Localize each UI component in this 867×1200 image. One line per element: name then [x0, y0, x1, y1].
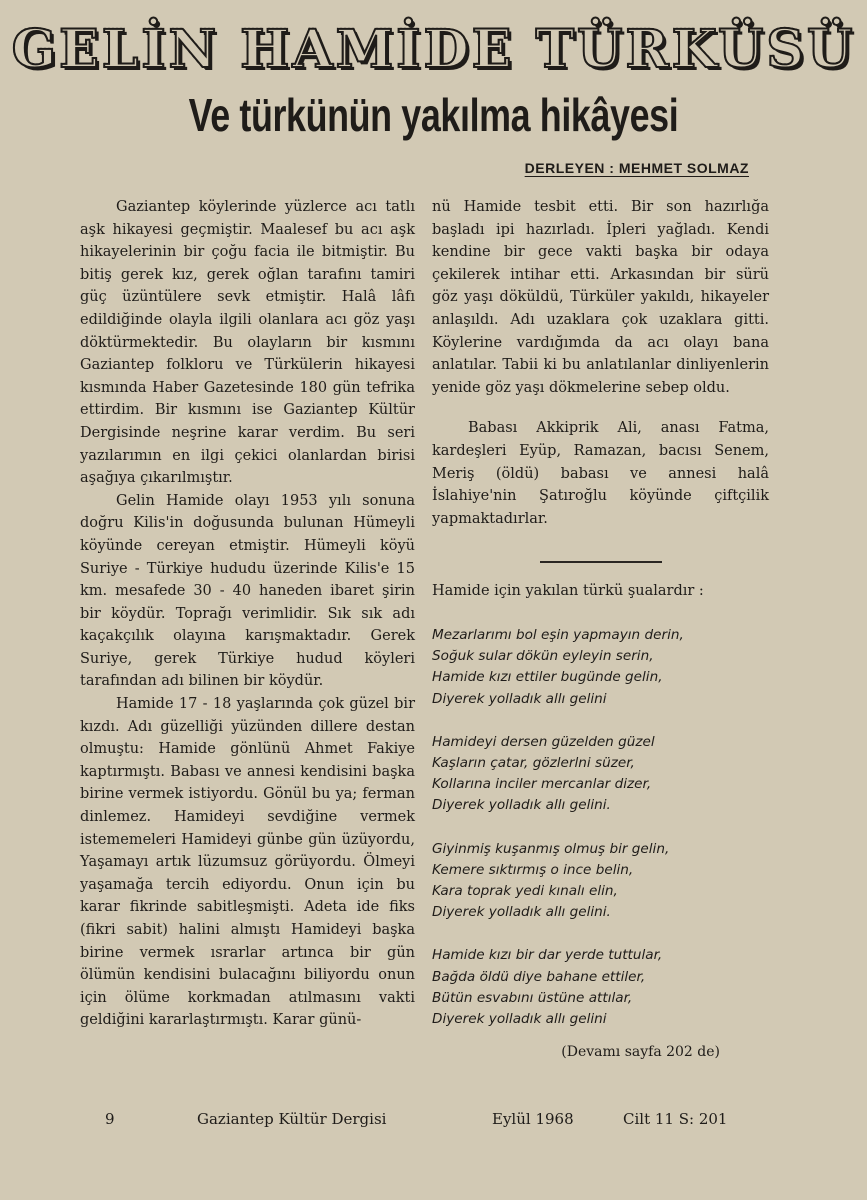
- poem-line: Bütün esvabını üstüne attılar,: [432, 989, 633, 1006]
- page-number: 9: [105, 1110, 115, 1128]
- poem-line: Kara toprak yedi kınalı elin,: [432, 883, 618, 900]
- poem: [432, 625, 769, 1052]
- headline-title: GELİN HAMİDE TÜRKÜSÜ: [0, 20, 867, 80]
- continued-note: (Devamı sayfa 202 de): [561, 1044, 720, 1060]
- article-paragraph: Gelin Hamide olayı 1953 yılı sonuna doğru Kilis'in doğusunda bulunan Hümeyli köyünde cereyan etmiştir. Hümeyli köyü Suriye - Türkiye hududu üzerinde Kilis'e 15 km. mesafede 30 - 40 haneden ibaret şirin bir köydür. Toprağı verimlidir. Sık sık adı kaçakçılık olayına karışmaktadır. Gerek Suriye, gerek Türkiye hudud köyleri tarafından adı bilinen bir köydür.: [80, 492, 415, 690]
- poem-stanza: [432, 945, 769, 1030]
- headline-subtitle: Ve türkünün yakılma hikâyesi: [188, 89, 679, 141]
- poem-stanza: [432, 839, 769, 924]
- magazine-name: Gaziantep Kültür Dergisi: [197, 1110, 387, 1128]
- poem-line: Kollarına inciler mercanlar dizer,: [432, 776, 652, 793]
- poem-line: Hamide kızı ettiler bugünde gelin,: [432, 669, 663, 686]
- poem-line: Kaşların çatar, gözlerlni süzer,: [432, 755, 635, 772]
- article-paragraph: nü Hamide tesbit etti. Bir son hazırlığa başladı ipi hazırladı. İpleri yağladı. Kendi kendine bir gece vakti başka bir odaya çekilerek intihar etti. Arkasından bir sürü göz yaşı döküldü, Türküler yakıldı, hikayeler anlaşıldı. Adı uzaklara çok uzaklara gitti. Köylerine vardığımda da acı olayı bana anlatılar. Tabii ki bu anlatılanlar dinliyenlerin yenide göz yaşı dökmelerine sebep oldu.: [432, 199, 769, 396]
- poem-line: Giyinmiş kuşanmış olmuş bir gelin,: [432, 840, 670, 857]
- poem-line: Hamide kızı bir dar yerde tuttular,: [432, 947, 663, 964]
- poem-stanza: [432, 732, 769, 817]
- poem-line: Diyerek yolladık allı gelini: [432, 690, 607, 707]
- poem-line: Diyerek yolladık allı gelini.: [432, 904, 611, 921]
- author-byline: DERLEYEN : MEHMET SOLMAZ: [524, 160, 749, 176]
- poem-line: Diyerek yolladık allı gelini: [432, 1011, 607, 1028]
- article-right-column: [432, 196, 769, 530]
- issue-volume: Cilt 11 S: 201: [623, 1110, 728, 1128]
- poem-line: Hamideyi dersen güzelden güzel: [432, 733, 655, 750]
- article-paragraph: Gaziantep köylerinde yüzlerce acı tatlı aşk hikayesi geçmiştir. Maalesef bu acı aşk hikayelerinin bir çoğu facia ile bitmiştir. Bu bitiş gerek kız, gerek oğlan tarafını tamiri güç üzüntülere sevk etmiştir. Halâ lâfı edildiğinde olayla ilgili olanlara acı göz yaşı döktürmektedir. Bu olayların bir kısmını Gaziantep folkloru ve Türkülerin hikayesi kısmında Haber Gazetesinde 180 gün tefrika ettirdim. Bir kısmını ise Gaziantep Kültür Dergisinde neşrine karar verdim. Bu seri yazılarımın en ilgi çekici olanlardan birisi aşağıya çıkarılmıştır.: [80, 199, 415, 487]
- article-paragraph: Hamide 17 - 18 yaşlarında çok güzel bir kızdı. Adı güzelliği yüzünden dillere destan olmuştu: Hamide gönlünü Ahmet Fakiye kaptırmıştı. Babası ve annesi kendisini başka birine vermek istiyordu. Gönül bu ya; ferman dinlemez. Hamideyi sevdiğine vermek istememeleri Hamideyi günbe gün üzüyordu, Yaşamayı artık lüzumsuz görüyordu. Ölmeyi yaşamağa tercih ediyordu. Onun için bu karar fikrinde sabitleşmişti. Adeta ide fiks (fikri sabit) halini almıştı Hamideyi başka birine vermek ısrarlar artınca bir gün ölümün kendisini bulacağını biliyordu onun için ölüme korkmadan atılmasını vakti geldiğini kararlaştırmıştı. Karar günü-: [80, 696, 415, 1029]
- article-left-column: [80, 196, 415, 1032]
- issue-date: Eylül 1968: [492, 1110, 574, 1128]
- poem-line: Diyerek yolladık allı gelini.: [432, 797, 611, 814]
- article-paragraph: Babası Akkiprik Ali, anası Fatma, kardeşleri Eyüp, Ramazan, bacısı Senem, Meriş (öldü) babası ve annesi halâ İslahiye'nin Şatıroğlu köyünde çiftçilik yapmaktadırlar.: [432, 420, 769, 527]
- poem-intro: Hamide için yakılan türkü şualardır :: [432, 583, 704, 599]
- section-divider: [540, 561, 662, 563]
- poem-line: Mezarlarımı bol eşin yapmayın derin,: [432, 627, 684, 643]
- poem-line: Bağda öldü diye bahane ettiler,: [432, 968, 646, 985]
- poem-line: Kemere sıktırmış o ince belin,: [432, 861, 634, 878]
- poem-stanza: [432, 625, 769, 710]
- poem-line: Soğuk sular dökün eyleyin serin,: [432, 648, 654, 665]
